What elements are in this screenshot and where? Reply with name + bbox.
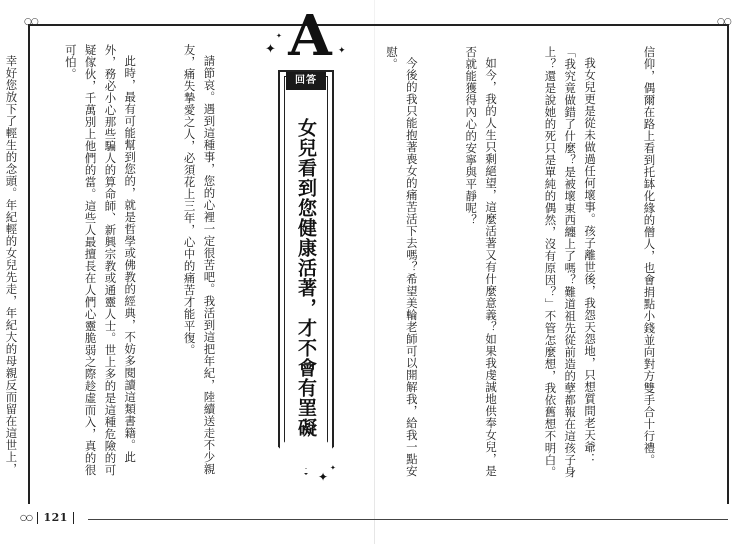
frame-bottom-rule [88,519,728,520]
sparkle-icon: ✦ [338,46,346,56]
question-paragraph: 信仰，偶爾在路上看到托缽化緣的僧人，也會捐點小錢並向對方雙手合十行禮。 [642,46,657,466]
corner-dots-icon: ○○ [717,17,731,27]
sparkle-icon: ✦ [276,32,282,40]
answer-badge: 回答 [286,72,326,90]
page-number: 121 [43,511,68,524]
question-text-column [385,46,698,486]
folio-bar [73,512,75,524]
folio-bar [37,512,39,524]
answer-paragraph: 此時，最有可能幫到您的，就是哲學或佛教的經典，不妨多閱讀這類書籍。此外，務必小心那些騙人的算命師、新興宗教或通靈人士。世上多的是這種危險的可疑傢伙，千萬別上他們的當。這些人最擅長在人們心靈脆弱之際趁虛而入，真的很可怕。 [63,44,138,476]
answer-paragraph: 幸好您放下了輕生的念頭。年紀輕的女兒先走，年紀大的母親反而留在這世上， [4,55,19,476]
question-paragraph: 我女兒更是從未做過任何壞事。孩子離世後，我怨天怨地，只想質問老天爺：「我究竟做錯了什麼？是被壞東西纏上了嗎？難道祖先從前造的孽都報在這孩子身上？還是說她的死只是單純的偶然，沒有原因？」不管怎麼想，我依舊想不明白。 [543,46,598,478]
page-folio [20,511,74,524]
sparkle-icon: ✦ [318,470,329,484]
answer-title: 女兒看到您健康活著，才不會有罣礙 [295,118,317,438]
answer-text-column [4,44,258,484]
answer-emblem-letter: A [288,3,332,69]
answer-paragraph: 請節哀。遇到這種事，您的心裡一定很苦吧。我活到這把年紀，陸續送走不少親友，痛失摯愛之人，必須花上三年，心中的痛苦才能平復。 [182,44,217,476]
question-paragraph: 如今，我的人生只剩絕望，這麼活著又有什麼意義？如果我虔誠地供奉女兒，是否就能獲得內心的安寧與平靜呢？ [464,46,499,478]
corner-dots-icon: ○○ [24,17,38,27]
frame-top-rule [28,24,728,26]
folio-dots-icon: ○○ [20,513,32,522]
frame-right-rule [727,24,729,504]
sparkle-icon: ✦ [330,464,336,472]
sparkle-icon: ✦ [265,42,276,57]
question-paragraph: 今後的我只能抱著喪女的痛苦活下去嗎？希望美輪老師可以開解我，給我一點安慰。 [385,46,419,478]
